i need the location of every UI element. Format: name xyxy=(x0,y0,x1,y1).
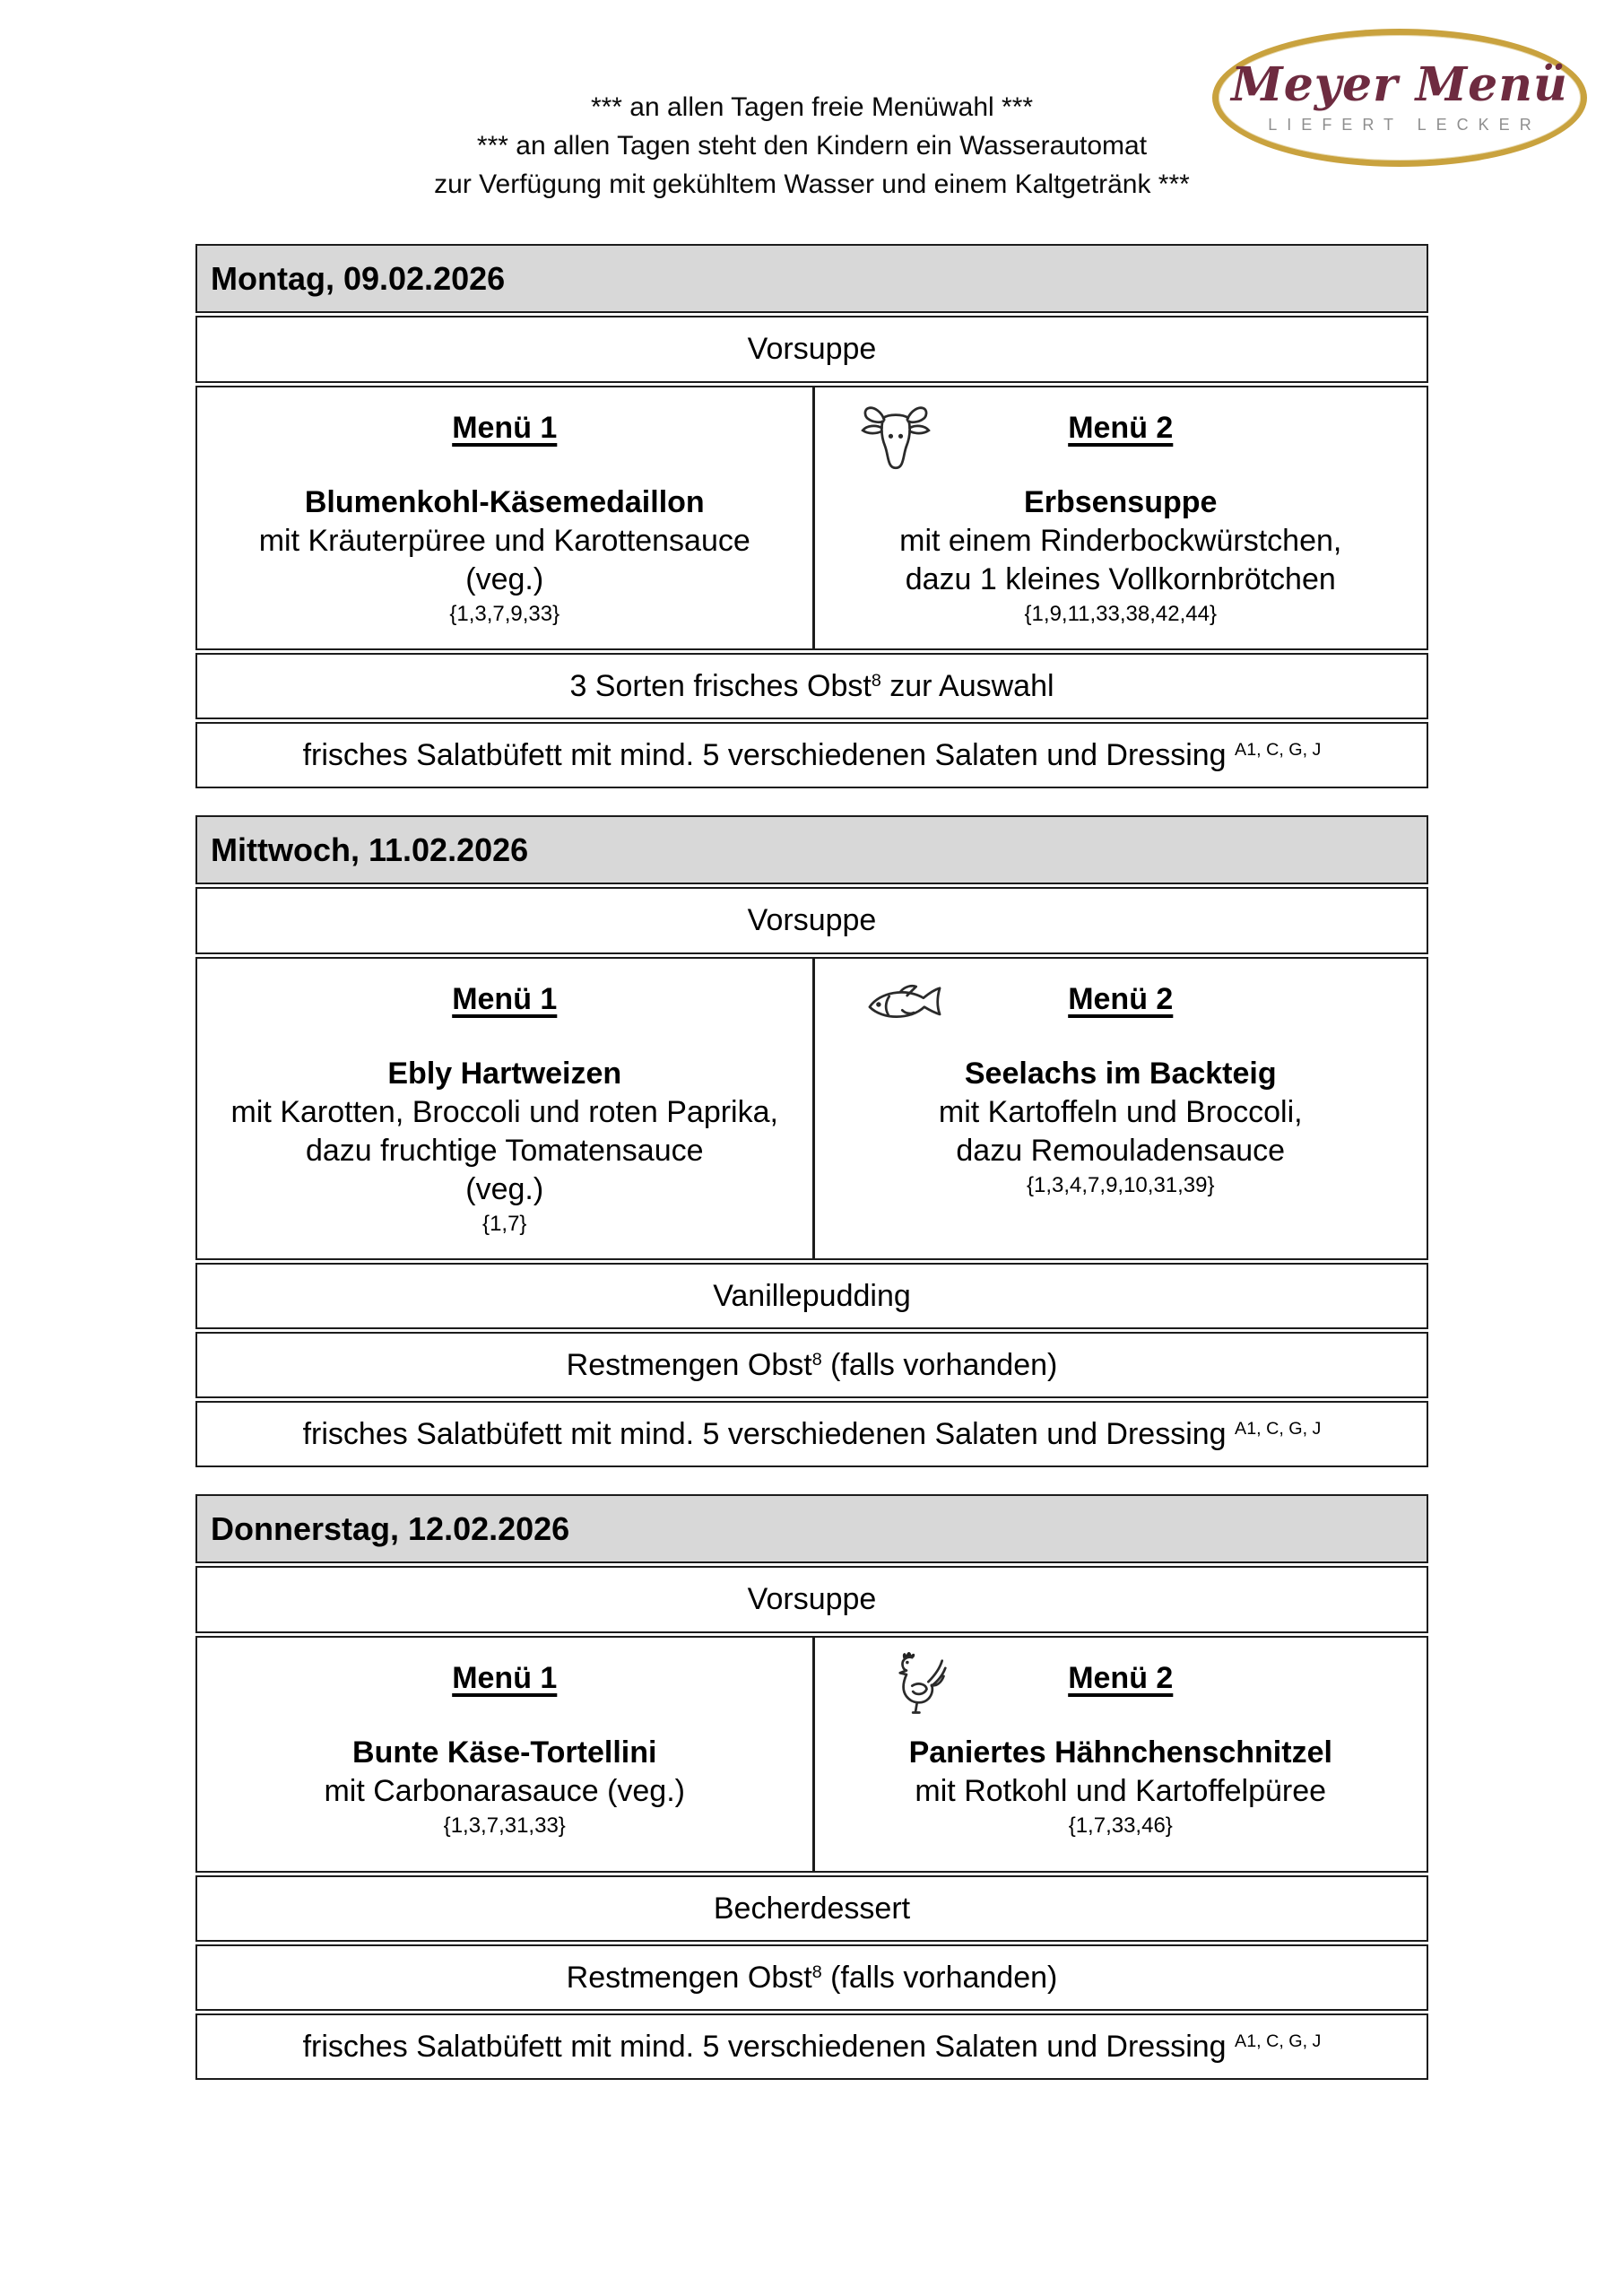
starter-label: Vorsuppe xyxy=(747,1582,877,1616)
starter-row xyxy=(195,316,1428,383)
starter-label: Vorsuppe xyxy=(747,332,877,366)
row-text: (falls vorhanden) xyxy=(821,1347,1058,1382)
cow-icon xyxy=(854,402,937,477)
menu2-label: Menü 2 xyxy=(1068,982,1174,1016)
menu1-label: Menü 1 xyxy=(452,982,558,1016)
fruit-row xyxy=(195,653,1428,719)
fruit-row xyxy=(195,1332,1428,1398)
menus-row xyxy=(195,386,1428,650)
menu1-label: Menü 1 xyxy=(452,411,558,445)
allergen-codes: {1,7,33,46} xyxy=(1068,1813,1173,1838)
starter-row xyxy=(195,887,1428,954)
dish-name: Erbsensuppe xyxy=(1024,485,1218,519)
allergen-codes: {1,3,7,31,33} xyxy=(443,1813,566,1838)
row-text: Vanillepudding xyxy=(713,1278,911,1313)
day-header xyxy=(195,1494,1428,1563)
note-line-2: *** an allen Tagen steht den Kindern ein Wasserautomat xyxy=(476,131,1148,161)
fruit-text xyxy=(569,669,1054,704)
chicken-icon xyxy=(881,1648,948,1718)
row-text: Restmengen Obst xyxy=(566,1960,812,1995)
menu1-heading xyxy=(208,982,802,1017)
allergen-codes: {1,7} xyxy=(482,1212,527,1236)
dish-name: Seelachs im Backteig xyxy=(964,1057,1277,1091)
menu1-label: Menü 1 xyxy=(452,1661,558,1695)
logo-brand-text: Meyer Menü xyxy=(1231,57,1568,112)
row-superscript: 8 xyxy=(811,1961,822,1982)
dish-name: Bunte Käse-Tortellini xyxy=(352,1735,657,1770)
salad-text xyxy=(303,2030,1322,2065)
day-title: Donnerstag, 12.02.2026 xyxy=(211,1509,570,1547)
dish-line: mit Rotkohl und Kartoffelpüree xyxy=(915,1774,1327,1808)
day-block-donnerstag xyxy=(195,1494,1428,2080)
fruit-text xyxy=(567,1348,1058,1383)
note-line-3: zur Verfügung mit gekühltem Wasser und einem Kaltgetränk *** xyxy=(434,170,1190,199)
row-superscript: 8 xyxy=(871,670,881,691)
day-title: Montag, 09.02.2026 xyxy=(211,259,506,297)
salad-text xyxy=(303,1417,1322,1452)
menu2-label: Menü 2 xyxy=(1068,1661,1174,1695)
dish-line: mit Kräuterpüree und Karottensauce xyxy=(258,524,750,558)
dish-line: dazu fruchtige Tomatensauce xyxy=(305,1134,704,1168)
starter-row xyxy=(195,1566,1428,1633)
dessert-text xyxy=(713,1279,911,1314)
menu1-cell xyxy=(197,959,812,1258)
row-text: zur Auswahl xyxy=(880,668,1054,703)
day-block-mittwoch xyxy=(195,815,1428,1467)
menus-row xyxy=(195,1636,1428,1873)
row-text: (falls vorhanden) xyxy=(821,1960,1058,1995)
fruit-text xyxy=(567,1961,1058,1996)
dish-name: Paniertes Hähnchenschnitzel xyxy=(908,1735,1332,1770)
allergen-codes: {1,3,4,7,9,10,31,39} xyxy=(1026,1173,1215,1197)
starter-label: Vorsuppe xyxy=(747,903,877,937)
day-header xyxy=(195,244,1428,313)
meyer-menu-logo xyxy=(1212,29,1587,167)
dish-line: (veg.) xyxy=(465,1172,544,1206)
row-text: Becherdessert xyxy=(713,1891,911,1926)
row-text: frisches Salatbüfett mit mind. 5 verschiedenen Salaten und Dressing xyxy=(302,737,1236,772)
dish-line: (veg.) xyxy=(465,562,544,596)
salad-text xyxy=(303,738,1322,773)
salad-row xyxy=(195,722,1428,788)
row-text: Restmengen Obst xyxy=(566,1347,812,1382)
menu2-label: Menü 2 xyxy=(1068,411,1174,445)
salad-row xyxy=(195,2013,1428,2080)
dessert-text xyxy=(714,1892,910,1926)
dish-line: dazu Remouladensauce xyxy=(956,1134,1286,1168)
dish-line: mit Karotten, Broccoli und roten Paprika, xyxy=(230,1095,778,1129)
menu1-cell xyxy=(197,1638,812,1871)
row-text: frisches Salatbüfett mit mind. 5 verschiedenen Salaten und Dressing xyxy=(302,2029,1236,2064)
menus-row xyxy=(195,957,1428,1260)
dish-line: dazu 1 kleines Vollkornbrötchen xyxy=(905,562,1336,596)
row-superscript: A1, C, G, J xyxy=(1235,1418,1322,1439)
menu1-heading xyxy=(208,411,802,446)
fruit-row xyxy=(195,1944,1428,2011)
allergen-codes: {1,3,7,9,33} xyxy=(449,602,560,626)
dish-line: mit Carbonarasauce (veg.) xyxy=(324,1774,685,1808)
menu2-cell xyxy=(812,959,1427,1258)
row-superscript: 8 xyxy=(811,1349,822,1370)
row-superscript: A1, C, G, J xyxy=(1235,2031,1322,2051)
menu1-heading xyxy=(208,1661,802,1696)
day-block-montag xyxy=(195,244,1428,788)
menu2-cell xyxy=(812,1638,1427,1871)
row-text: 3 Sorten frisches Obst xyxy=(569,668,872,703)
dish-name: Ebly Hartweizen xyxy=(387,1057,622,1091)
dessert-row xyxy=(195,1875,1428,1942)
menu1-cell xyxy=(197,387,812,648)
logo-tagline: LIEFERT LECKER xyxy=(1268,115,1541,134)
allergen-codes: {1,9,11,33,38,42,44} xyxy=(1024,602,1217,626)
menu2-cell xyxy=(812,387,1427,648)
day-header xyxy=(195,815,1428,884)
salad-row xyxy=(195,1401,1428,1467)
note-line-1: *** an allen Tagen freie Menüwahl *** xyxy=(590,92,1034,122)
row-text: frisches Salatbüfett mit mind. 5 verschiedenen Salaten und Dressing xyxy=(302,1416,1236,1451)
day-title: Mittwoch, 11.02.2026 xyxy=(211,831,529,868)
menu-tables xyxy=(195,244,1428,2107)
row-superscript: A1, C, G, J xyxy=(1235,739,1322,760)
dish-name: Blumenkohl-Käsemedaillon xyxy=(304,485,705,519)
fish-icon xyxy=(860,978,950,1031)
dish-line: mit Kartoffeln und Broccoli, xyxy=(938,1095,1303,1129)
dish-line: mit einem Rinderbockwürstchen, xyxy=(899,524,1342,558)
dessert-row xyxy=(195,1263,1428,1329)
